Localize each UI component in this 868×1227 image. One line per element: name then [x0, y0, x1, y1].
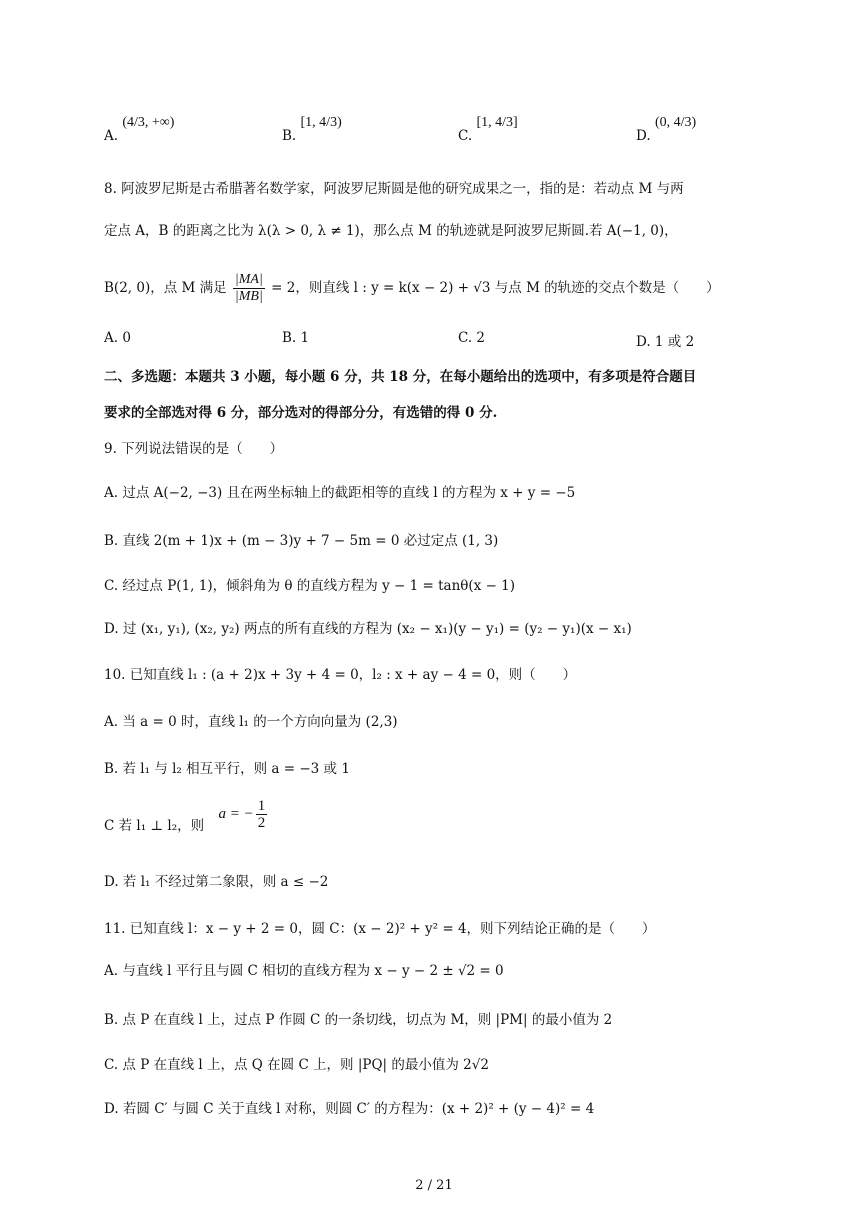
q10-option-c-pre: C 若 l₁ ⊥ l₂，则: [104, 818, 205, 834]
q8-line-3-pre: B(2, 0)，点 M 满足: [104, 280, 227, 296]
q10-stem: 10. 已知直线 l₁ : (a + 2)x + 3y + 4 = 0，l₂ : x + ay − 4 = 0，则（ ）: [104, 667, 577, 683]
q10-option-c-lhs: a = −: [218, 806, 254, 822]
q8-option-a: A. 0: [104, 330, 131, 346]
q9-stem: 9. 下列说法错误的是（ ）: [104, 441, 284, 457]
q8-ratio-denominator: |MB|: [234, 289, 263, 304]
q9-option-b: B. 直线 2(m + 1)x + (m − 3)y + 7 − 5m = 0 必过定点 (1, 3): [104, 533, 499, 549]
q9-option-c: C. 经过点 P(1, 1)，倾斜角为 θ 的直线方程为 y − 1 = tanθ(x − 1): [104, 578, 516, 594]
q11-option-c: C. 点 P 在直线 l 上，点 Q 在圆 C 上，则 |PQ| 的最小值为 2√2: [104, 1057, 489, 1073]
q11-option-a: A. 与直线 l 平行且与圆 C 相切的直线方程为 x − y − 2 ± √2 = 0: [104, 963, 504, 979]
q9-option-d: D. 过 (x₁, y₁), (x₂, y₂) 两点的所有直线的方程为 (x₂ − x₁)(y − y₁) = (y₂ − y₁)(x − x₁): [104, 621, 632, 637]
q10-option-c-fraction: [256, 798, 268, 831]
q9-option-a: A. 过点 A(−2, −3) 且在两坐标轴上的截距相等的直线 l 的方程为 x + y = −5: [104, 485, 576, 501]
q8-ratio-fraction: [233, 272, 265, 305]
q10-option-c-numerator: 1: [257, 798, 266, 814]
q7-option-d-expr: (0, 4/3): [654, 115, 697, 130]
q7-option-a: A. (4/3, +∞): [104, 115, 175, 144]
q10-option-a: A. 当 a = 0 时，直线 l₁ 的一个方向向量为 (2,3): [104, 714, 398, 730]
q11-option-b: B. 点 P 在直线 l 上，过点 P 作圆 C 的一条切线，切点为 M，则 |PM| 的最小值为 2: [104, 1012, 613, 1028]
q7-option-b: B. [1, 4/3): [282, 115, 342, 144]
q7-option-b-expr: [1, 4/3): [300, 115, 342, 130]
q11-stem: 11. 已知直线 l：x − y + 2 = 0，圆 C：(x − 2)² + y² = 4，则下列结论正确的是（ ）: [104, 921, 656, 937]
q8-option-c: C. 2: [458, 330, 486, 346]
q10-option-c-denominator: 2: [257, 815, 266, 831]
q8-line-2: 定点 A，B 的距离之比为 λ(λ > 0, λ ≠ 1)，那么点 M 的轨迹就是阿波罗尼斯圆.若 A(−1, 0)，: [104, 223, 678, 239]
q7-option-c-expr: [1, 4/3]: [476, 115, 518, 130]
q8-ratio-numerator: |MA|: [234, 272, 263, 287]
q7-option-c: C. [1, 4/3]: [458, 115, 518, 144]
section-heading-line-1: 二、多选题：本题共 3 小题，每小题 6 分，共 18 分，在每小题给出的选项中，有多项是符合题目: [104, 369, 697, 385]
q10-option-d: D. 若 l₁ 不经过第二象限，则 a ≤ −2: [104, 874, 329, 890]
q8-line-3: [104, 272, 720, 305]
section-heading-line-2: 要求的全部选对得 6 分，部分选对的得部分分，有选错的得 0 分.: [104, 405, 498, 421]
q8-line-3-post: = 2，则直线 l : y = k(x − 2) + √3 与点 M 的轨迹的交点个数是（ ）: [271, 280, 720, 296]
q11-option-d: D. 若圆 C′ 与圆 C 关于直线 l 对称，则圆 C′ 的方程为：(x + 2)² + (y − 4)² = 4: [104, 1101, 595, 1117]
q7-option-d: D. (0, 4/3): [636, 115, 697, 144]
q8-line-1: 8. 阿波罗尼斯是古希腊著名数学家，阿波罗尼斯圆是他的研究成果之一，指的是：若动点 M 与两: [104, 181, 684, 197]
q8-option-d: D. 1 或 2: [636, 334, 695, 350]
page-number: 2 / 21: [415, 1178, 453, 1193]
q10-option-b: B. 若 l₁ 与 l₂ 相互平行，则 a = −3 或 1: [104, 761, 350, 777]
q10-option-c: [104, 798, 269, 843]
q8-option-b: B. 1: [282, 330, 310, 346]
q7-option-a-expr: (4/3, +∞): [122, 115, 175, 130]
